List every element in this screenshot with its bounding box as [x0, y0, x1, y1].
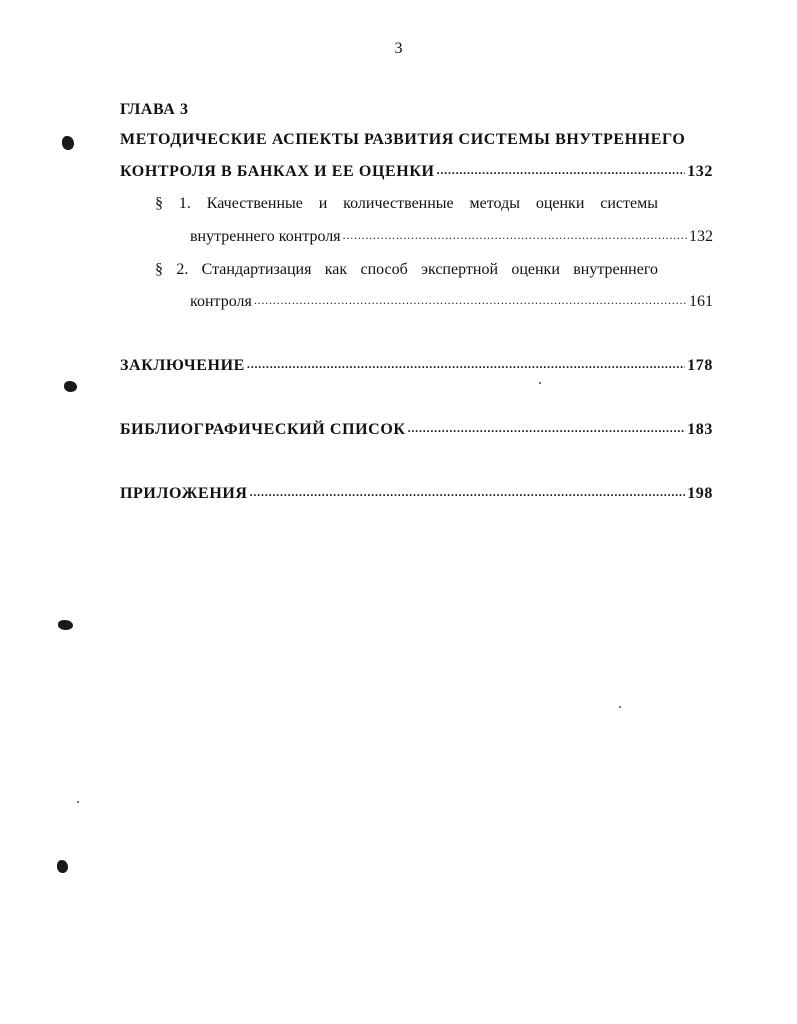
chapter-title-line1-text: МЕТОДИЧЕСКИЕ АСПЕКТЫ РАЗВИТИЯ СИСТЕМЫ ВНУТРЕННЕГО [120, 131, 686, 148]
section-1-title-text-cont: внутреннего контроля [190, 228, 341, 245]
dot-leader [343, 227, 687, 241]
chapter-heading-text: ГЛАВА 3 [120, 101, 189, 118]
section-1-page-ref: 132 [689, 228, 713, 245]
scan-smudge-4 [57, 860, 68, 873]
scan-smudge-2 [64, 381, 77, 392]
scan-speck-1 [539, 382, 541, 384]
toc-entry-label: ПРИЛОЖЕНИЯ [120, 485, 248, 502]
scan-smudge-3 [58, 620, 73, 630]
scan-smudge-1 [62, 136, 74, 150]
section-1-line1 [155, 194, 658, 214]
chapter-page-ref: 132 [687, 163, 713, 180]
chapter-title-line2[interactable] [120, 162, 713, 182]
toc-entry-appendices[interactable] [120, 484, 713, 504]
page-number: 3 [394, 40, 403, 57]
section-1-title-text: § 1. Качественные и количественные методы оценки системы [155, 195, 658, 212]
dot-leader [247, 356, 685, 370]
scan-speck-2 [619, 706, 621, 708]
toc-entry-bibliography[interactable] [120, 420, 713, 440]
dot-leader [408, 420, 686, 434]
toc-entry-label: ЗАКЛЮЧЕНИЕ [120, 357, 245, 374]
toc-entry-page-ref: 183 [687, 421, 713, 438]
toc-entry-page-ref: 178 [687, 357, 713, 374]
toc-entry-conclusion[interactable] [120, 356, 713, 376]
chapter-heading [120, 100, 189, 120]
section-1-line2[interactable] [190, 227, 713, 247]
chapter-title-line1 [120, 130, 686, 150]
dot-leader [250, 484, 686, 498]
section-2-title-text: § 2. Стандартизация как способ экспертной оценки внутреннего [155, 261, 658, 278]
section-2-page-ref: 161 [689, 293, 713, 310]
dot-leader [254, 292, 687, 306]
section-2-line2[interactable] [190, 292, 713, 312]
toc-entry-label: БИБЛИОГРАФИЧЕСКИЙ СПИСОК [120, 421, 406, 438]
chapter-title-line2-text: КОНТРОЛЯ В БАНКАХ И ЕЕ ОЦЕНКИ [120, 163, 435, 180]
toc-entry-page-ref: 198 [687, 485, 713, 502]
section-2-title-text-cont: контроля [190, 293, 252, 310]
scan-speck-3 [77, 801, 79, 803]
section-2-line1 [155, 260, 658, 280]
dot-leader [437, 162, 686, 176]
